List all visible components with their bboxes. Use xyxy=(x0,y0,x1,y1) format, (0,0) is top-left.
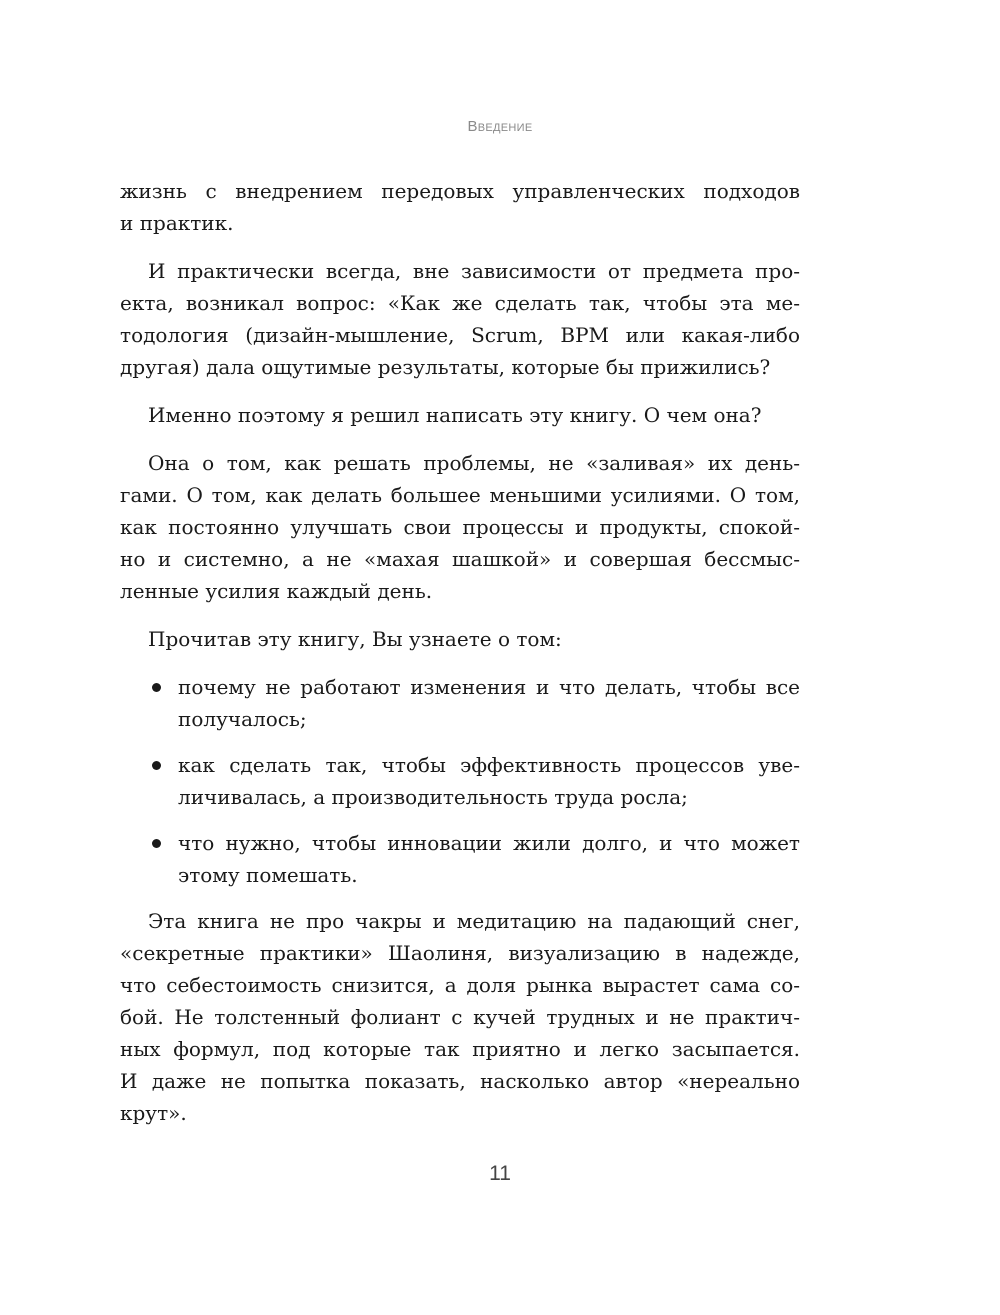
text-line: Она о том, как решать проблемы, не «заливая» их день- xyxy=(148,451,800,475)
bullet-icon xyxy=(152,761,161,770)
text-line: Прочитав эту книгу, Вы узнаете о том: xyxy=(148,627,562,651)
paragraph xyxy=(120,623,800,655)
text-line: бой. Не толстенный фолиант с кучей трудных и не практич- xyxy=(120,1005,800,1029)
paragraph xyxy=(120,447,800,607)
text-line: гами. О том, как делать большее меньшими усилиями. О том, xyxy=(120,483,800,507)
text-line: Эта книга не про чакры и медитацию на падающий снег, xyxy=(148,909,800,933)
bullet-item xyxy=(120,827,800,891)
text-line: получалось; xyxy=(178,707,307,731)
text-line: личивалась, а производительность труда росла; xyxy=(178,785,688,809)
text-line: и практик. xyxy=(120,211,234,235)
text-line: жизнь с внедрением передовых управленческих подходов xyxy=(120,179,800,203)
text-line: ных формул, под которые так приятно и легко засыпается. xyxy=(120,1037,800,1061)
text-line: этому помешать. xyxy=(178,863,358,887)
text-line: тодология (дизайн-мышление, Scrum, BPM или какая-либо xyxy=(120,323,800,347)
text-line: как сделать так, чтобы эффективность процессов уве- xyxy=(178,753,800,777)
text-line: ленные усилия каждый день. xyxy=(120,579,433,603)
text-line: «секретные практики» Шаолиня, визуализацию в надежде, xyxy=(120,941,800,965)
text-line: но и системно, а не «махая шашкой» и совершая бессмыс- xyxy=(120,547,800,571)
text-line: что нужно, чтобы инновации жили долго, и что может xyxy=(178,831,800,855)
text-line: почему не работают изменения и что делать, чтобы все xyxy=(178,675,800,699)
bullet-icon xyxy=(152,683,161,692)
text-line: Именно поэтому я решил написать эту книгу. О чем она? xyxy=(148,403,762,427)
text-line: крут». xyxy=(120,1101,187,1125)
paragraph xyxy=(120,905,800,1129)
bullet-item xyxy=(120,749,800,813)
bullet-icon xyxy=(152,839,161,848)
text-line: другая) дала ощутимые результаты, которые бы прижились? xyxy=(120,355,771,379)
text-line: что себестоимость снизится, а доля рынка вырастет сама со- xyxy=(120,973,800,997)
text-line: И практически всегда, вне зависимости от предмета про- xyxy=(148,259,800,283)
paragraph xyxy=(120,399,800,431)
text-line: И даже не попытка показать, насколько автор «нереально xyxy=(120,1069,800,1093)
paragraph xyxy=(120,255,800,383)
text-line: екта, возникал вопрос: «Как же сделать так, чтобы эта ме- xyxy=(120,291,800,315)
bullet-item xyxy=(120,671,800,735)
page-body xyxy=(120,175,800,1145)
running-header: Введение xyxy=(467,118,533,135)
text-line: как постоянно улучшать свои процессы и продукты, спокой- xyxy=(120,515,800,539)
paragraph xyxy=(120,175,800,239)
page-number: 11 xyxy=(489,1162,511,1185)
